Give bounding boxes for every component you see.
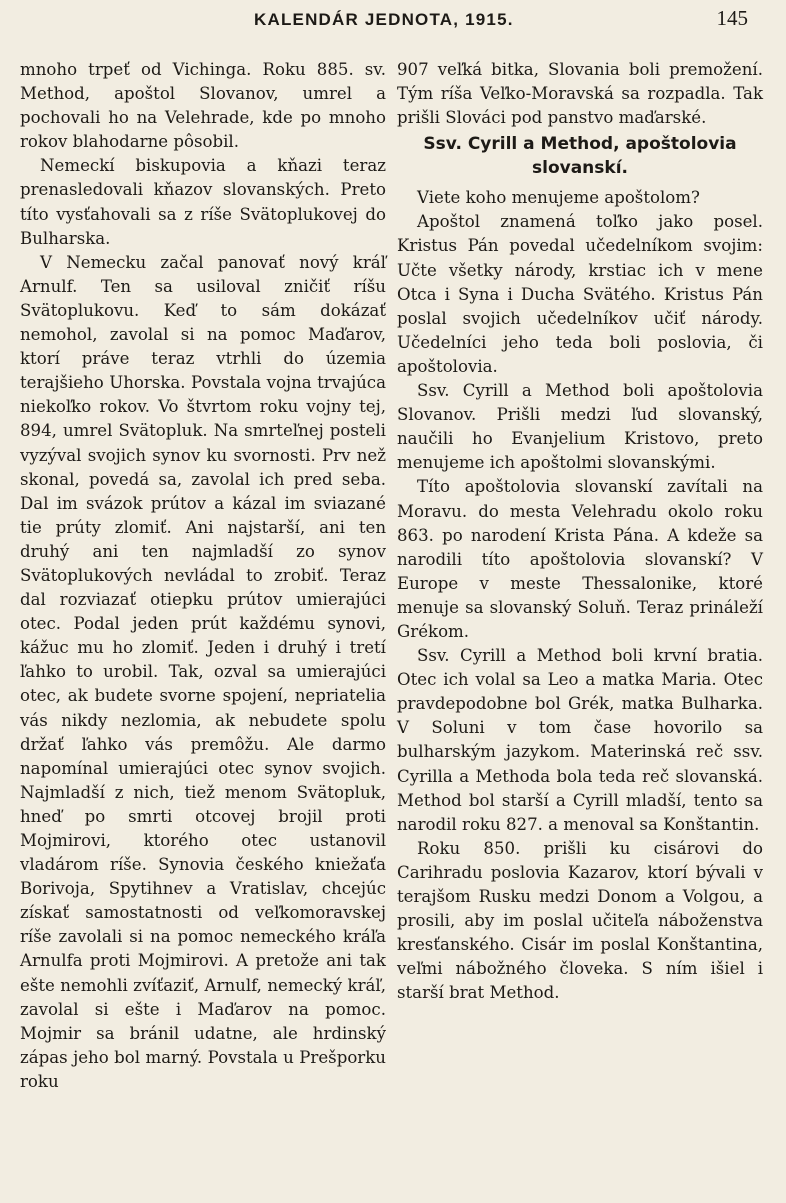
paragraph: Viete koho menujeme apoštolom? — [417, 188, 700, 208]
paragraph: Apoštol znamená toľko jako posel. Kristus Pán povedal učedelníkom svojim: Učte všetky národy, krstiac ich v mene Otca i Syna i Ducha Svätého. Kristus Pán poslal svojich učedelníkov učiť národy. Učedelníci jeho teda boli poslovia, či apoštolovia. — [397, 212, 763, 376]
paragraph: V Nemecku začal panovať nový kráľ Arnulf. Ten sa usiloval zničiť ríšu Svätoplukovu. Keď to sám dokázať nemohol, zavolal si na pomoc Maďarov, ktorí práve teraz vtrhli do územia terajšieho Uhorska. Povstala vojna trvajúca niekoľko rokov. Vo štvrtom roku vojny tej, 894, umrel Svätopluk. Na smrteľnej posteli vyzýval svojich synov ku svornosti. Prv než skonal, povedá sa, zavolal ich pred seba. Dal im svázok prútov a kázal im sviazané tie prúty zlomiť. Ani najstarší, ani ten druhý ani ten najmladší zo synov Svätoplukových nevládal to zrobiť. Teraz dal rozviazať otiepku prútov umierajúci otec. Podal jeden prút každému synovi, kážuc mu ho zlomiť. Jeden i druhý i tretí ľahko to urobil. Tak, ozval sa umierajúci otec, ak budete svorne spojení, nepriatelia vás nikdy nezlomia, ak nebudete spolu držať ľahko vás premôžu. Ale darmo napomínal umierajúci otec synov svojich. Najmladší z nich, tiež menom Svätopluk, hneď po smrti otcovej brojil proti Mojmirovi, ktorého otec ustanovil vladárom ríše. Synovia českého kniežaťa Borivoja, Spytihnev a Vratislav, chcejúc získať samostatnosti od veľkomoravskej ríše zavolali si na pomoc nemeckého kráľa Arnulfa proti Mojmirovi. A pretože ani tak ešte nemohli zvíťaziť, Arnulf, nemecký kráľ, zavolal si ešte i Maďarov na pomoc. Mojmir sa bránil udatne, ale hrdinský zápas jeho bol marný. Povstala u Prešporku roku — [20, 252, 386, 1091]
paragraph: 907 veľká bitka, Slovania boli premožení. Tým ríša Veľko-Moravská sa rozpadla. Tak prišli Slováci pod panstvo maďarské. — [397, 60, 763, 128]
paragraph: mnoho trpeť od Vichinga. Roku 885. sv. Method, apoštol Slovanov, umrel a pochovali ho na Velehrade, kde po mnoho rokov blahodarne pôsobil. — [20, 60, 386, 152]
right-column — [397, 58, 763, 1005]
left-column — [20, 58, 386, 1094]
section-heading: Ssv. Cyrill a Method, apoštolovia slovanskí. — [423, 134, 737, 179]
page-header — [0, 0, 786, 40]
paragraph: Ssv. Cyrill a Method boli apoštolovia Slovanov. Prišli medzi ľud slovanský, naučili ho Evanjelium Kristovo, preto menujeme ich apoštolmi slovanskými. — [397, 381, 763, 473]
page-number: 145 — [716, 6, 748, 30]
paragraph: Nemeckí biskupovia a kňazi teraz prenasledovali kňazov slovanských. Preto títo vysťahovali sa z ríše Svätoplukovej do Bulharska. — [20, 156, 386, 248]
paragraph: Títo apoštolovia slovanskí zavítali na Moravu. do mesta Velehradu okolo roku 863. po narodení Krista Pána. A kdeže sa narodili títo apoštolovia slovanskí? V Europe v meste Thessalonike, ktoré menuje sa slovanský Soluň. Teraz prináleží Grékom. — [397, 477, 763, 641]
running-title: KALENDÁR JEDNOTA, 1915. — [254, 10, 514, 29]
paragraph: Ssv. Cyrill a Method boli krvní bratia. Otec ich volal sa Leo a matka Maria. Otec pravdepodobne bol Grék, matka Bulharka. V Soluni v tom čase hovorilo sa bulharským jazykom. Materinská reč ssv. Cyrilla a Methoda bola teda reč slovanská. Method bol starší a Cyrill mladší, tento sa narodil roku 827. a menoval sa Konštantin. — [397, 646, 763, 834]
paragraph: Roku 850. prišli ku cisárovi do Carihradu poslovia Kazarov, ktorí bývali v terajšom Rusku medzi Donom a Volgou, a prosili, aby im poslal učiteľa náboženstva kresťanského. Cisár im poslal Konštantina, veľmi nábožného človeka. S ním išiel i starší brat Method. — [397, 838, 763, 1003]
